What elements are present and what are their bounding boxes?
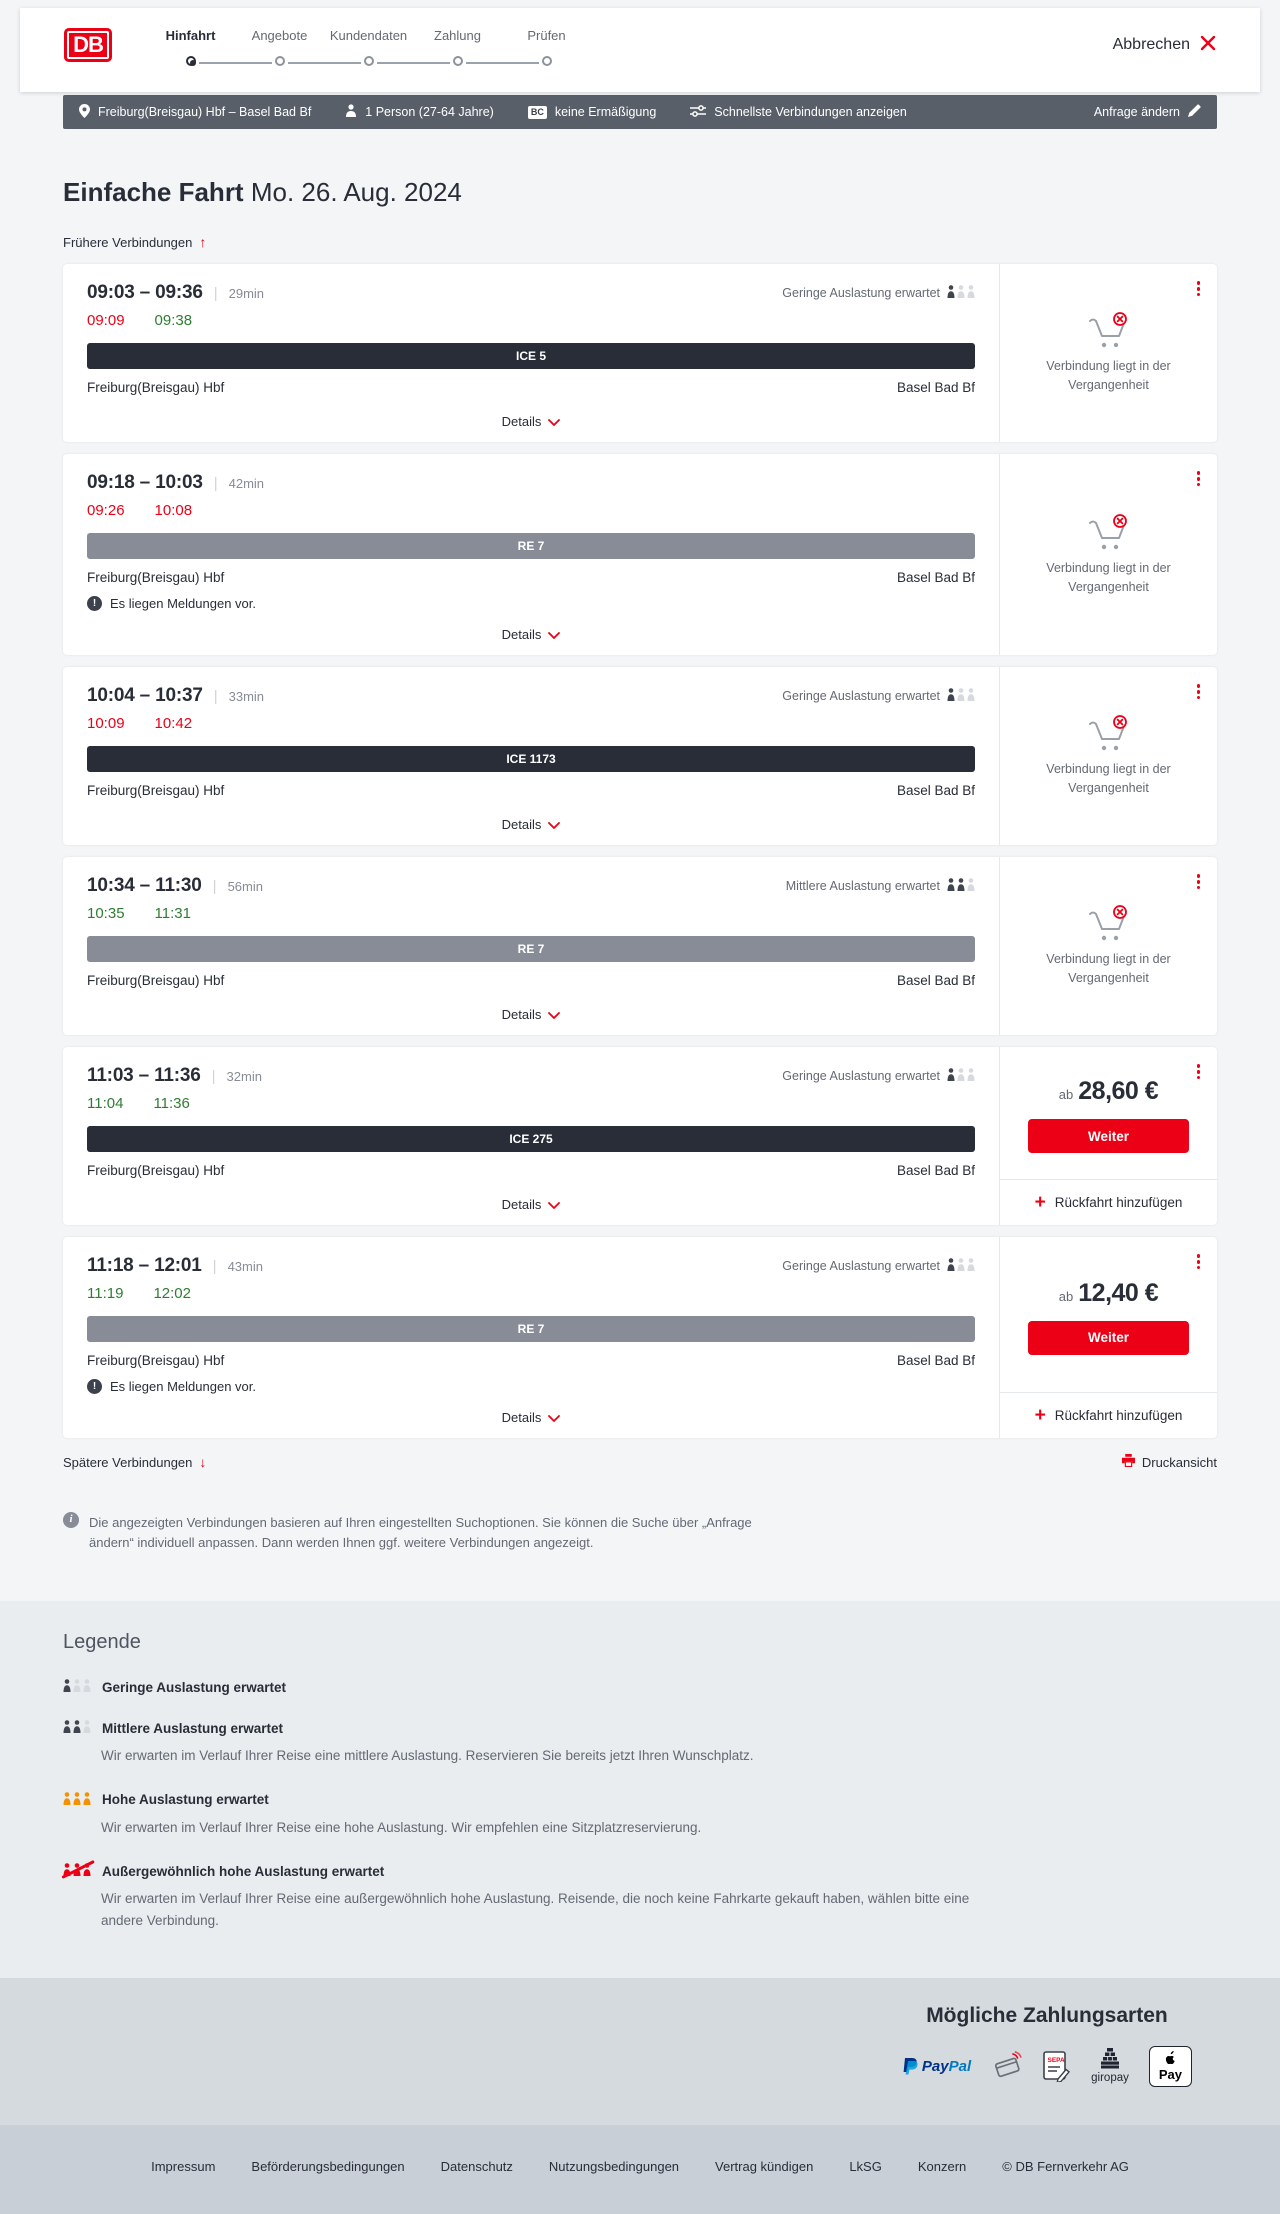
connection-card: 09:03 – 09:36 | 29min Geringe Auslastung erwartet 09:09 09:38 ICE 5 Freiburg(Breisgau) Hbf Basel Bad Bf Details Verbindung liegt in der Vergangenheit: [63, 264, 1217, 442]
details-toggle[interactable]: Details: [502, 801, 561, 845]
legend-item-high: Hohe Auslastung erwartet Wir erwarten im Verlauf Ihrer Reise eine hohe Auslastung. Wir empfehlen eine Sitzplatzreservierung.: [63, 1792, 1217, 1839]
realtime-departure: 11:04: [87, 1095, 124, 1112]
connection-card: 10:04 – 10:37 | 33min Geringe Auslastung erwartet 10:09 10:42 ICE 1173 Freiburg(Breisgau) Hbf Basel Bad Bf Details Verbindung liegt in der Vergangenheit: [63, 667, 1217, 845]
step-dot-icon: [186, 56, 196, 66]
connection-duration: 32min: [226, 1068, 262, 1084]
payments-section: [0, 1978, 1280, 2125]
paypal-logo: PayPal: [902, 2057, 971, 2076]
legend-item-max: Außergewöhnlich hohe Auslastung erwartet Wir erwarten im Verlauf Ihrer Reise eine außergewöhnlich hohe Auslastung. Reisende, die noch keine Fahrkarte gekauft haben, wählen bitte eine andere Verbindung.: [63, 1863, 1217, 1931]
warning-icon: !: [87, 1379, 102, 1394]
close-icon: [1200, 35, 1216, 56]
search-options-note: i Die angezeigten Verbindungen basieren auf Ihren eingestellten Suchoptionen. Sie können die Suche über „Anfrage ändern“ individuell anpassen. Dann werden Ihnen ggf. weitere Verbindungen angezeigt.: [63, 1512, 753, 1553]
footer-link[interactable]: Vertrag kündigen: [715, 2158, 814, 2174]
arrow-down-icon: ↓: [199, 1454, 207, 1470]
connection-times: 10:34 – 11:30: [87, 875, 202, 896]
connection-times: 09:18 – 10:03: [87, 472, 203, 493]
train-label: ICE 5: [87, 343, 975, 369]
footer-link[interactable]: Beförderungsbedingungen: [251, 2158, 405, 2174]
occupancy-icon: [947, 1068, 975, 1084]
step-dot-icon: [364, 56, 374, 66]
connection-times: 11:03 – 11:36: [87, 1065, 201, 1086]
chevron-down-icon: [548, 627, 560, 642]
train-label: ICE 1173: [87, 746, 975, 772]
copyright-text: © DB Fernverkehr AG: [1002, 2158, 1129, 2174]
arrow-up-icon: ↑: [199, 234, 207, 250]
cancel-label: Abbrechen: [1112, 36, 1190, 53]
past-connection-notice: Verbindung liegt in der Vergangenheit: [1000, 287, 1217, 419]
footer-link[interactable]: Nutzungsbedingungen: [548, 2158, 680, 2174]
info-icon: i: [63, 1512, 79, 1528]
connection-list: [63, 264, 1217, 1438]
occupancy-indicator: Geringe Auslastung erwartet: [782, 1258, 975, 1274]
occupancy-icon: [947, 878, 975, 894]
connection-duration: 43min: [227, 1258, 263, 1274]
page-footer: [0, 2125, 1280, 2214]
giropay-logo: giropay: [1091, 2048, 1129, 2084]
connection-duration: 33min: [228, 688, 265, 704]
realtime-arrival: 11:36: [153, 1095, 190, 1112]
messages-notice: ! Es liegen Meldungen vor.: [87, 596, 975, 611]
print-view-link[interactable]: Druckansicht: [1122, 1454, 1217, 1470]
occupancy-mid-icon: [63, 1720, 91, 1736]
realtime-departure: 10:09: [87, 715, 125, 732]
destination-station: Basel Bad Bf: [896, 783, 975, 798]
later-connections-link[interactable]: Spätere Verbindungen ↓: [63, 1454, 207, 1470]
destination-station: Basel Bad Bf: [896, 1163, 975, 1178]
price-prefix: ab: [1058, 1288, 1074, 1304]
app-header: [20, 8, 1260, 92]
past-connection-notice: Verbindung liegt in der Vergangenheit: [1000, 690, 1217, 822]
sliders-icon: [690, 105, 706, 120]
destination-station: Basel Bad Bf: [896, 973, 975, 988]
chevron-down-icon: [548, 414, 560, 429]
bahncard-icon: BC: [528, 106, 547, 119]
realtime-arrival: 11:31: [154, 905, 191, 922]
destination-station: Basel Bad Bf: [896, 380, 975, 395]
origin-station: Freiburg(Breisgau) Hbf: [87, 1353, 225, 1368]
page-title: [63, 177, 1217, 208]
occupancy-max-icon: [63, 1863, 91, 1879]
footer-link[interactable]: Impressum: [151, 2158, 216, 2174]
occupancy-indicator: Geringe Auslastung erwartet: [782, 688, 975, 704]
passenger-summary: 1 Person (27-64 Jahre): [345, 104, 494, 120]
price-prefix: ab: [1058, 1087, 1074, 1102]
person-icon: [345, 104, 357, 120]
chevron-down-icon: [548, 1197, 560, 1212]
options-menu-button[interactable]: [1194, 276, 1204, 302]
origin-station: Freiburg(Breisgau) Hbf: [87, 973, 225, 988]
sepa-direct-debit-icon: [1043, 2051, 1071, 2082]
origin-station: Freiburg(Breisgau) Hbf: [87, 783, 225, 798]
connection-times: 09:03 – 09:36: [87, 282, 203, 303]
train-label: RE 7: [87, 1316, 975, 1342]
connection-duration: 42min: [228, 475, 265, 491]
footer-link[interactable]: LkSG: [849, 2158, 882, 2174]
occupancy-indicator: Geringe Auslastung erwartet: [782, 1068, 975, 1084]
earlier-connections-link[interactable]: Frühere Verbindungen ↑: [63, 234, 207, 250]
options-menu-button[interactable]: [1194, 1249, 1204, 1275]
printer-icon: [1122, 1454, 1135, 1470]
svg-text:SEPA: SEPA: [1047, 2056, 1065, 2064]
step-dot-icon: [542, 56, 552, 66]
connection-duration: 56min: [227, 878, 263, 894]
past-connection-notice: Verbindung liegt in der Vergangenheit: [1000, 489, 1217, 621]
paypal-icon: [902, 2057, 919, 2076]
plus-icon: +: [1034, 1405, 1046, 1426]
connection-card: 11:18 – 12:01 | 43min Geringe Auslastung erwartet 11:19 12:02 RE 7 Freiburg(Breisgau) Hbf Basel Bad Bf ! Es liegen Meldungen vor. Details ab 12,40 € Weiter + Rückfahrt hinzufügen: [63, 1237, 1217, 1438]
connection-times: 11:18 – 12:01: [87, 1255, 202, 1276]
origin-station: Freiburg(Breisgau) Hbf: [87, 380, 225, 395]
pencil-icon: [1188, 104, 1201, 120]
options-menu-button[interactable]: [1194, 679, 1204, 705]
apple-icon: [1165, 2051, 1176, 2064]
origin-station: Freiburg(Breisgau) Hbf: [87, 570, 225, 585]
price-value: 28,60 €: [1078, 1077, 1159, 1105]
chevron-down-icon: [548, 1007, 560, 1022]
weiter-button[interactable]: Weiter: [1028, 1321, 1189, 1355]
occupancy-low-icon: [63, 1679, 91, 1695]
fastest-connections-toggle[interactable]: Schnellste Verbindungen anzeigen: [690, 105, 907, 120]
realtime-departure: 11:19: [87, 1285, 124, 1302]
connection-times: 10:04 – 10:37: [87, 685, 203, 706]
connection-card: 10:34 – 11:30 | 56min Mittlere Auslastung erwartet 10:35 11:31 RE 7 Freiburg(Breisgau) Hbf Basel Bad Bf Details Verbindung liegt in der Vergangenheit: [63, 857, 1217, 1035]
occupancy-icon: [947, 285, 975, 301]
details-toggle[interactable]: Details: [502, 611, 561, 655]
wizard-step: Zahlung: [413, 28, 502, 66]
origin-station: Freiburg(Breisgau) Hbf: [87, 1163, 225, 1178]
cart-unavailable-icon: [1087, 311, 1131, 349]
messages-notice: ! Es liegen Meldungen vor.: [87, 1379, 975, 1394]
realtime-arrival: 10:08: [154, 502, 193, 519]
realtime-departure: 09:09: [87, 312, 125, 329]
train-label: RE 7: [87, 533, 975, 559]
add-return-button[interactable]: + Rückfahrt hinzufügen: [1000, 1392, 1217, 1438]
weiter-button[interactable]: Weiter: [1028, 1119, 1189, 1153]
chevron-down-icon: [548, 817, 560, 832]
past-connection-notice: Verbindung liegt in der Vergangenheit: [1000, 880, 1217, 1012]
footer-link[interactable]: Konzern: [917, 2158, 967, 2174]
cart-unavailable-icon: [1087, 513, 1131, 551]
route-summary: Freiburg(Breisgau) Hbf – Basel Bad Bf: [79, 104, 311, 121]
wizard-steps: [146, 24, 591, 66]
details-toggle[interactable]: Details: [502, 1181, 561, 1225]
details-toggle[interactable]: Details: [502, 991, 561, 1035]
train-label: RE 7: [87, 936, 975, 962]
footer-link[interactable]: Datenschutz: [440, 2158, 513, 2174]
wizard-step: Kundendaten: [324, 28, 413, 66]
apple-pay-badge: Pay: [1149, 2046, 1192, 2087]
connection-card: 11:03 – 11:36 | 32min Geringe Auslastung erwartet 11:04 11:36 ICE 275 Freiburg(Breisgau) Hbf Basel Bad Bf Details ab 28,60 € Weiter + Rückfahrt hinzufügen: [63, 1047, 1217, 1225]
details-toggle[interactable]: Details: [502, 398, 561, 442]
options-menu-button[interactable]: [1194, 869, 1204, 895]
legend-item-mid: Mittlere Auslastung erwartet Wir erwarten im Verlauf Ihrer Reise eine mittlere Auslastung. Reservieren Sie bereits jetzt Ihren Wunschplatz.: [63, 1720, 1217, 1767]
warning-icon: !: [87, 596, 102, 611]
db-logo: DB: [64, 28, 112, 62]
realtime-departure: 10:35: [87, 905, 125, 922]
step-dot-icon: [275, 56, 285, 66]
legend-item-low: Geringe Auslastung erwartet: [63, 1679, 1217, 1695]
realtime-departure: 09:26: [87, 502, 125, 519]
occupancy-icon: [947, 1258, 975, 1274]
price-block: [1000, 1237, 1217, 1392]
realtime-arrival: 12:02: [153, 1285, 191, 1302]
cancel-button[interactable]: [1113, 35, 1216, 56]
occupancy-indicator: Mittlere Auslastung erwartet: [786, 878, 975, 894]
occupancy-icon: [947, 688, 975, 704]
realtime-arrival: 10:42: [154, 715, 193, 732]
location-pin-icon: [79, 104, 90, 121]
legend-title: Legende: [63, 1631, 141, 1654]
wizard-step: Angebote: [235, 28, 324, 66]
price-value: 12,40 €: [1078, 1278, 1159, 1307]
add-return-button[interactable]: + Rückfahrt hinzufügen: [1000, 1179, 1217, 1225]
connection-card: 09:18 – 10:03 | 42min 09:26 10:08 RE 7 Freiburg(Breisgau) Hbf Basel Bad Bf ! Es liegen Meldungen vor. Details Verbindung liegt in der Vergangenheit: [63, 454, 1217, 655]
journey-date: Mo. 26. Aug. 2024: [250, 177, 462, 207]
discount-summary: BC keine Ermäßigung: [528, 105, 656, 119]
legend-section: [0, 1601, 1280, 1977]
price-block: [1000, 1047, 1217, 1179]
search-summary-bar: [63, 95, 1217, 129]
options-menu-button[interactable]: [1194, 466, 1204, 492]
details-toggle[interactable]: Details: [502, 1394, 561, 1438]
occupancy-high-icon: [63, 1792, 91, 1808]
results-section: [63, 177, 1217, 1553]
edit-search-button[interactable]: Anfrage ändern: [1094, 104, 1201, 120]
payments-title: Mögliche Zahlungsarten: [926, 2003, 1168, 2027]
credit-card-icon: [991, 2050, 1023, 2082]
connection-duration: 29min: [228, 285, 265, 301]
plus-icon: +: [1034, 1192, 1046, 1213]
train-label: ICE 275: [87, 1126, 975, 1152]
destination-station: Basel Bad Bf: [896, 1353, 975, 1368]
chevron-down-icon: [548, 1410, 560, 1425]
cart-unavailable-icon: [1087, 714, 1131, 752]
journey-type-title: Einfache Fahrt: [63, 177, 244, 207]
step-dot-icon: [453, 56, 463, 66]
options-menu-button[interactable]: [1194, 1059, 1204, 1085]
wizard-step: Prüfen: [502, 28, 591, 66]
cart-unavailable-icon: [1087, 904, 1131, 942]
destination-station: Basel Bad Bf: [896, 570, 975, 585]
wizard-step: Hinfahrt: [146, 28, 235, 66]
realtime-arrival: 09:38: [154, 312, 193, 329]
occupancy-indicator: Geringe Auslastung erwartet: [782, 285, 975, 301]
